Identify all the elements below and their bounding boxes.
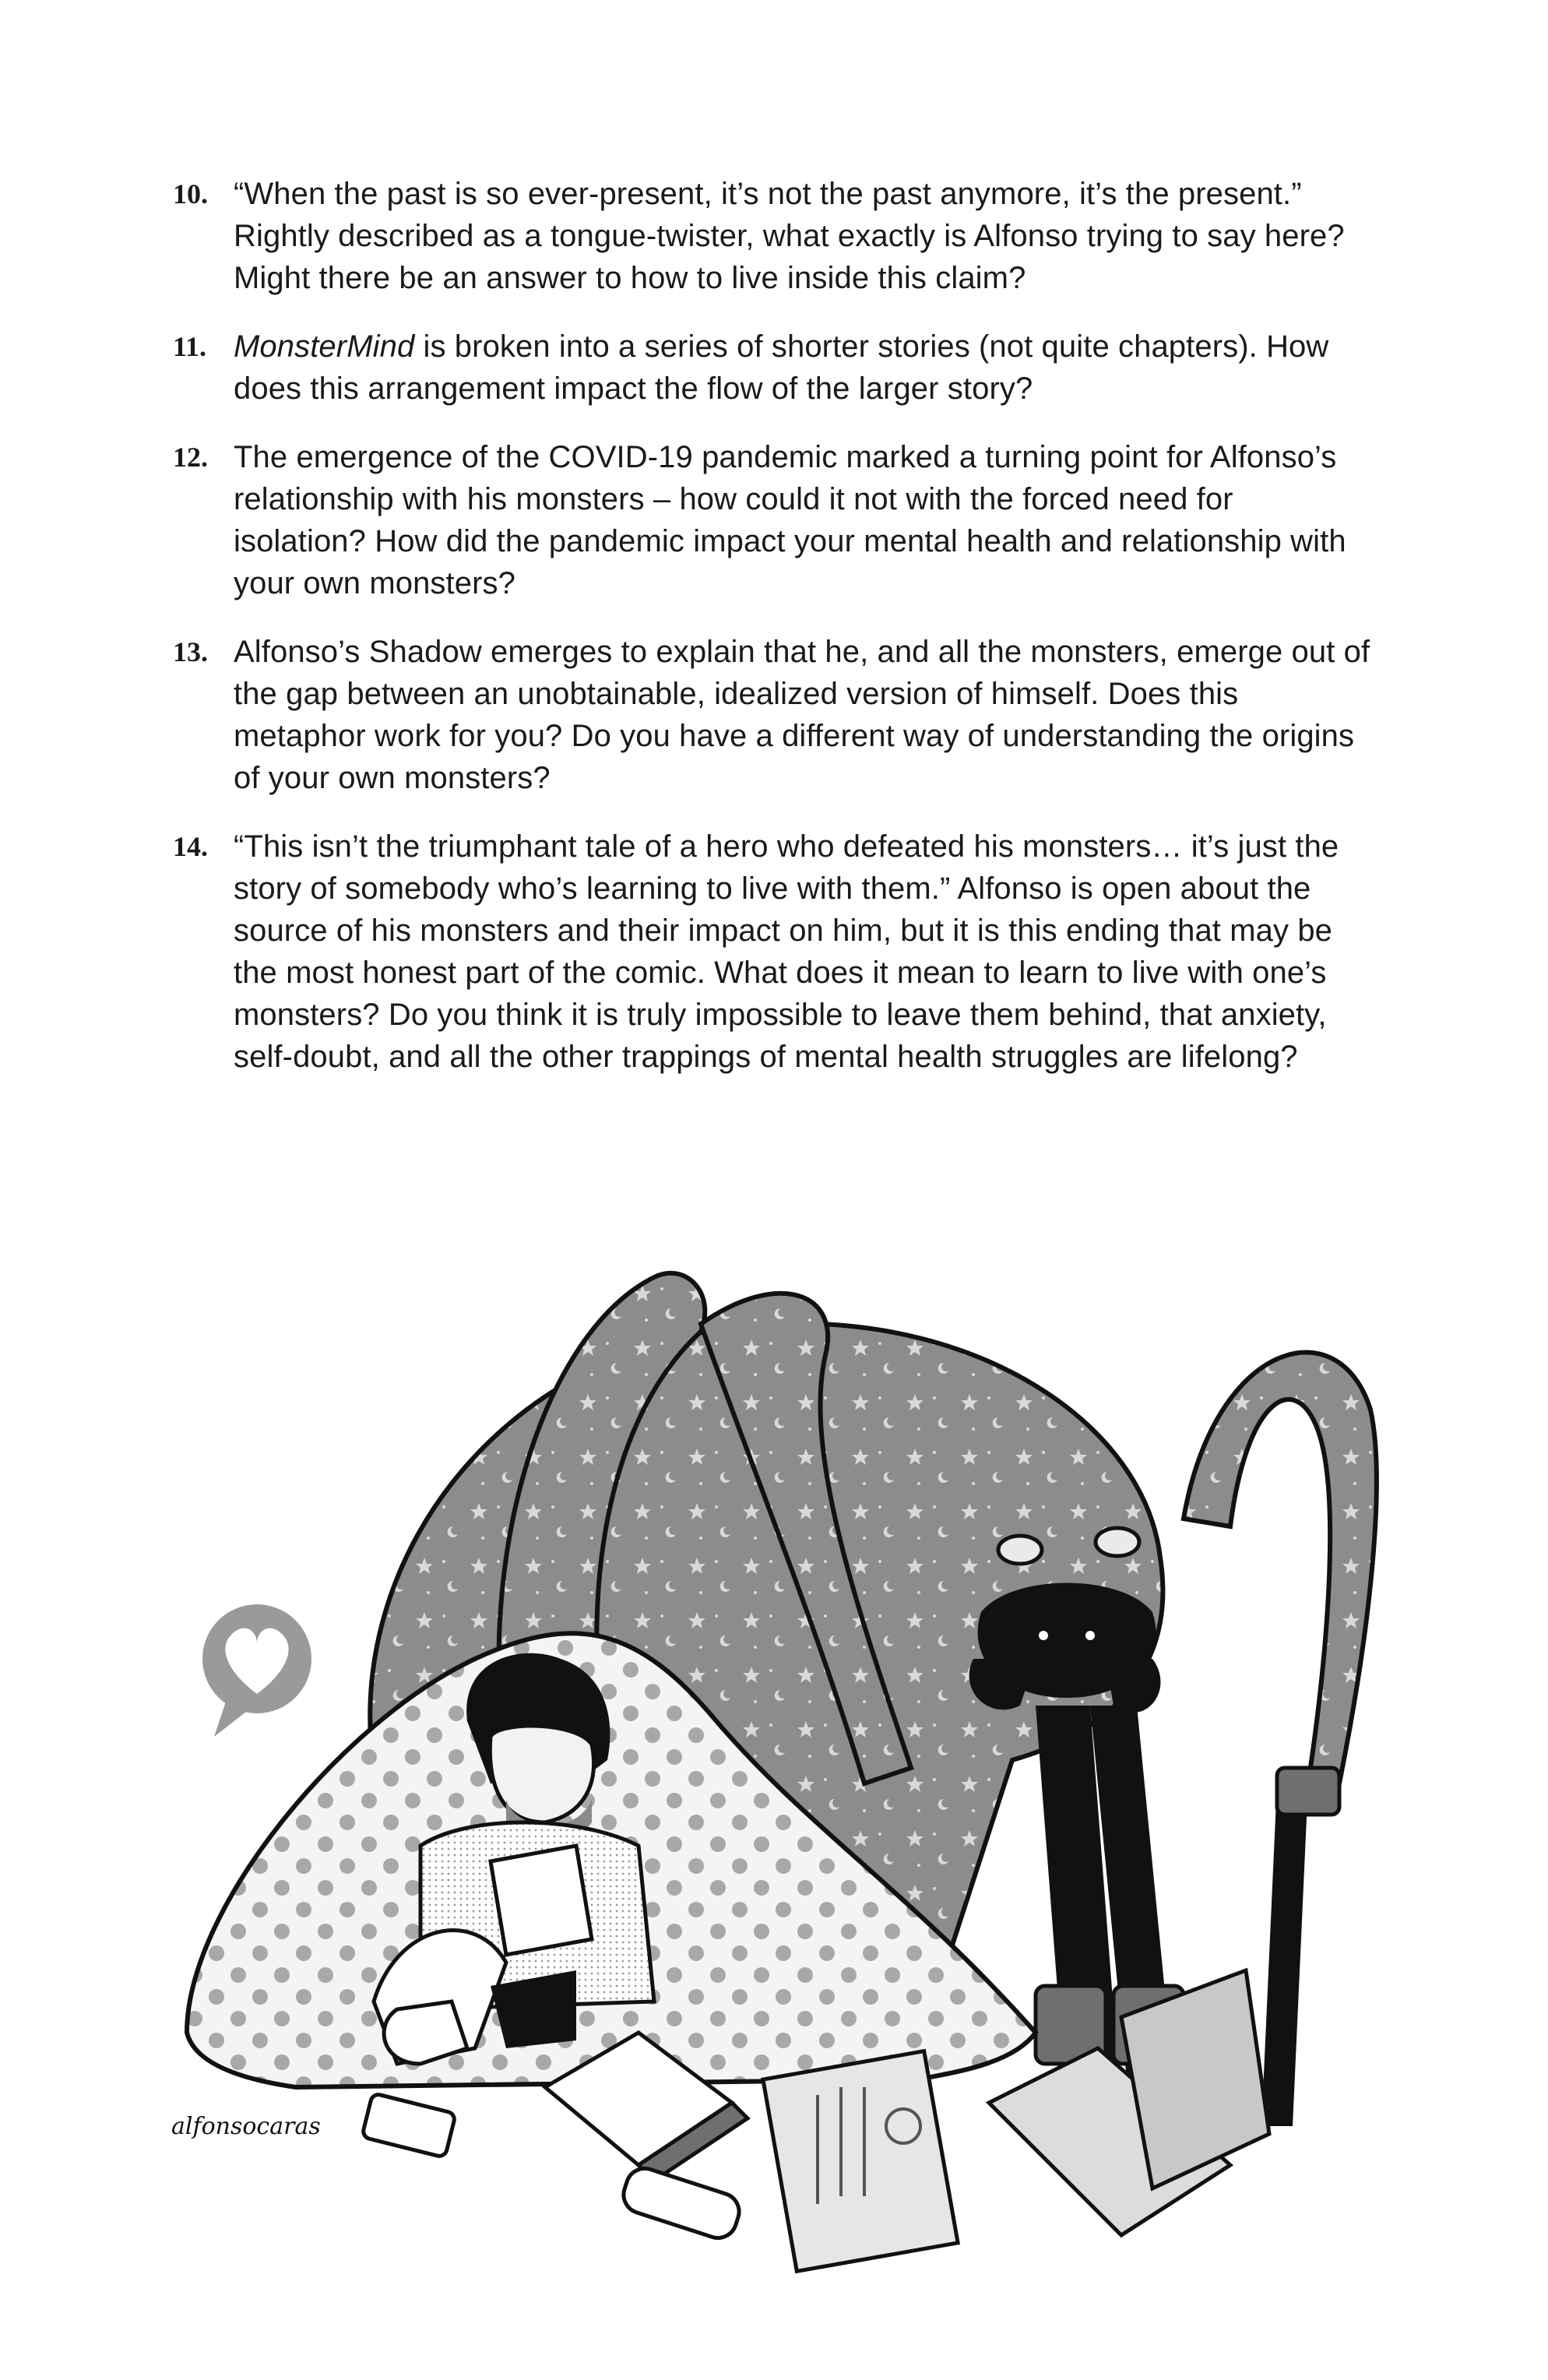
question-number: 10. (173, 178, 208, 209)
artist-signature: alfonsocaras (171, 2113, 321, 2140)
question-item (173, 631, 1372, 799)
comic-illustration (140, 1223, 1417, 2297)
comic-book-cover (763, 2051, 958, 2272)
question-item (173, 436, 1372, 604)
question-number: 13. (173, 636, 208, 667)
heart-icon (202, 1604, 311, 1737)
question-text: Alfonso’s Shadow emerges to explain that he, and all the monsters, emerge out of the gap between an unobtainable, idealized version of himself. Does this metaphor work for you? Do you have a different way of understanding the origins of your own monsters? (234, 635, 1370, 795)
question-number: 12. (173, 442, 208, 473)
phone (362, 2093, 456, 2158)
question-text: The emergence of the COVID-19 pandemic marked a turning point for Alfonso’s relationship with his monsters – how could it not with the forced need for isolation? How did the pandemic impact your mental health and relationship with your own monsters? (234, 440, 1346, 600)
question-number: 14. (173, 831, 208, 862)
question-text: “This isn’t the triumphant tale of a hero who defeated his monsters… it’s just the story of somebody who’s learning to live with them.” Alfonso is open about the source of his monsters and their impact on him, but it is this ending that may be the most honest part of the comic. What does it mean to learn to live with one’s monsters? Do you think it is truly impossible to leave them behind, that anxiety, self-doubt, and all the other trappings of mental health struggles are lifelong? (234, 829, 1339, 1074)
book-title: MonsterMind (234, 329, 415, 364)
question-text-body: is broken into a series of shorter stories (not quite chapters). How does this arrangement impact the flow of the larger story? (234, 329, 1329, 406)
question-number: 11. (173, 331, 207, 362)
question-item (173, 826, 1372, 1078)
question-text (234, 326, 1372, 410)
game-console (619, 2163, 744, 2243)
question-item (173, 173, 1372, 299)
question-text: “When the past is so ever-present, it’s not the past anymore, it’s the present.” Rightly described as a tongue-twister, what exactly is Alfonso trying to say here? Might there be an answer to how to live inside this claim? (234, 177, 1345, 295)
discussion-questions (173, 173, 1372, 1104)
question-item (173, 326, 1372, 410)
